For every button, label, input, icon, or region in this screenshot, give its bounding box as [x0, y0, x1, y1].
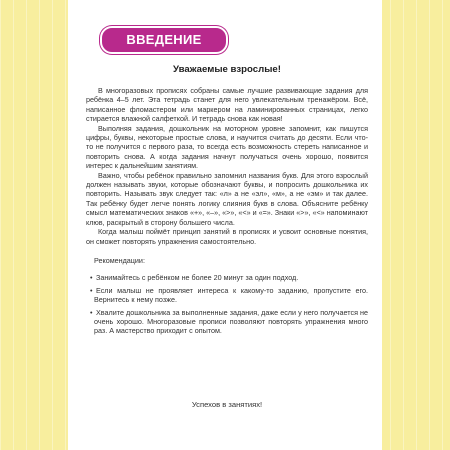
page-content: [86, 58, 368, 339]
section-badge: [100, 26, 228, 54]
recommendation-text: Занимайтесь с ребёнком не более 20 минут за один подход.: [96, 273, 299, 283]
recommendation-item: [86, 308, 368, 336]
paragraph: Выполняя задания, дошкольник на моторном уровне запомнит, как пишутся цифры, буквы, некоторые простые слова, и научится считать до десяти. Если что-то не получится с первого раза, то всегда есть возможность стереть написанное и повторить снова. А когда задания начнут получаться очень хорошо, появится интерес к дальнейшим занятиям.: [86, 123, 368, 171]
bullet-icon: •: [90, 273, 93, 283]
paragraph: Важно, чтобы ребёнок правильно запомнил названия букв. Для этого взрослый должен называть звуки, которые обозначают буквы, и попросить дошкольника их повторить. Называть звук следует так: «л» а не «эл», «м», а не «эм» и так далее. Так ребёнку будет легче понять логику слияния букв в слова. Объясните ребёнку смысл математических знаков «+», «–», «>», «<» и «=». Знаки «>», «<» напоминают клюв, раскрытый в сторону большего числа.: [86, 170, 368, 227]
paragraph: Когда малыш поймёт принцип занятий в прописях и усвоит основные понятия, он сможет повторять упражнения самостоятельно.: [86, 227, 368, 246]
paragraph: В многоразовых прописях собраны самые лучшие развивающие задания для ребёнка 4–5 лет. Эта тетрадь станет для него увлекательным тренажёром. Всё, написанное фломастером или маркером на ламинированных страницах, легко стирается влажной салфеткой. И тетрадь снова как новая!: [86, 86, 368, 124]
page-heading: Уважаемые взрослые!: [173, 64, 281, 75]
recommendation-item: [86, 273, 368, 282]
recommendations-title: Рекомендации:: [94, 255, 145, 265]
closing-text: Успехов в занятиях!: [191, 400, 263, 409]
section-badge-label: ВВЕДЕНИЕ: [126, 32, 202, 47]
recommendation-item: [86, 286, 368, 305]
bullet-icon: •: [90, 307, 93, 317]
bullet-icon: •: [90, 285, 93, 295]
recommendation-text: Хвалите дошкольника за выполненные задания, даже если у него получается не очень хорошо. Многоразовые прописи позволяют повторять упражнения много раз. А мастерство приходит с опытом.: [94, 307, 368, 336]
recommendation-text: Если малыш не проявляет интереса к какому-то заданию, пропустите его. Вернитесь к нему позже.: [94, 285, 368, 305]
